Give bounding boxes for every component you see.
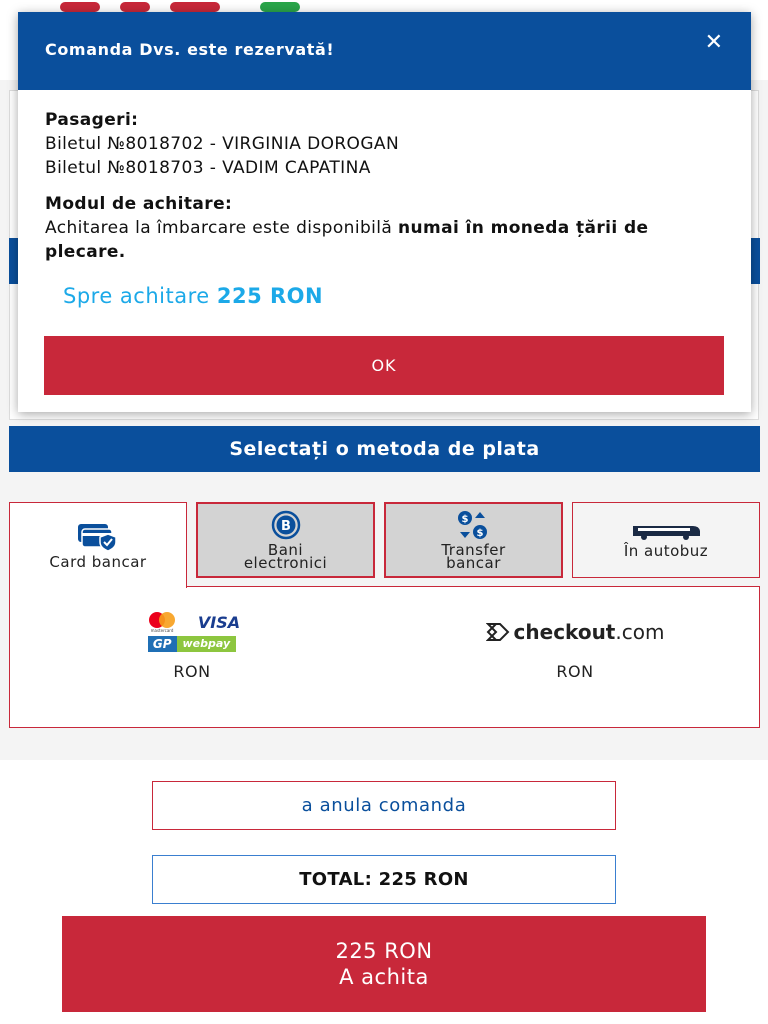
- payment-mode-label: Modul de achitare:: [45, 194, 233, 214]
- tab-card-bancar[interactable]: [9, 502, 187, 588]
- modal-title: Comanda Dvs. este rezervată!: [45, 40, 335, 59]
- modal-header: [18, 12, 751, 90]
- tab-label: Bani: [267, 541, 304, 559]
- pay-amount: 225 RON: [335, 939, 433, 963]
- passengers-label: Pasageri:: [45, 110, 139, 130]
- ok-button[interactable]: OK: [44, 336, 724, 395]
- provider-currency: RON: [173, 662, 211, 681]
- currency-exchange-icon: [452, 510, 496, 540]
- tab-label: Card bancar: [49, 553, 147, 571]
- cancel-order-button[interactable]: a anula comanda: [152, 781, 616, 830]
- mastercard-icon: [144, 611, 180, 633]
- modal-body: [18, 90, 751, 308]
- provider-currency: RON: [556, 662, 594, 681]
- checkout-logo: checkout .com: [486, 611, 665, 652]
- bus-icon: [630, 523, 702, 541]
- amount-due: Spre achitare 225 RON: [63, 284, 324, 308]
- reservation-modal: [18, 12, 751, 412]
- payment-note: Achitarea la îmbarcare este disponibilă numai în moneda țării de plecare.: [45, 218, 649, 262]
- select-payment-method-header: Selectați o metoda de plata: [9, 426, 760, 472]
- visa-logo: VISA: [197, 612, 241, 632]
- ticket-line: Biletul №8018702 - VIRGINIA DOROGAN: [45, 134, 400, 154]
- svg-text:$: $: [461, 514, 468, 525]
- tab-transfer-bancar[interactable]: [384, 502, 563, 578]
- tab-label-line2: bancar: [446, 554, 501, 572]
- tab-label: În autobuz: [623, 541, 709, 560]
- ticket-line: Biletul №8018703 - VADIM CAPATINA: [45, 158, 371, 178]
- card-shield-icon: [76, 522, 120, 552]
- modal-overlay: [0, 0, 768, 430]
- svg-text:B: B: [280, 519, 291, 534]
- provider-checkout-option[interactable]: [395, 611, 755, 681]
- payment-providers-panel: [9, 586, 760, 728]
- pay-button[interactable]: [62, 916, 706, 1012]
- gp-webpay-logo: GP webpay: [148, 636, 236, 652]
- tab-bani-electronici[interactable]: [196, 502, 375, 578]
- tab-label: Transfer: [441, 541, 506, 559]
- svg-text:$: $: [476, 528, 483, 539]
- checkout-icon: [486, 622, 510, 642]
- total-amount: TOTAL: 225 RON: [152, 855, 616, 904]
- pay-label: A achita: [339, 965, 429, 989]
- tab-in-autobuz[interactable]: [572, 502, 760, 578]
- svg-text:mastercard: mastercard: [150, 628, 174, 633]
- close-icon[interactable]: ✕: [704, 30, 723, 55]
- provider-card-option[interactable]: [12, 611, 372, 681]
- tab-label-line2: electronici: [243, 554, 328, 572]
- bitcoin-icon: [271, 510, 301, 540]
